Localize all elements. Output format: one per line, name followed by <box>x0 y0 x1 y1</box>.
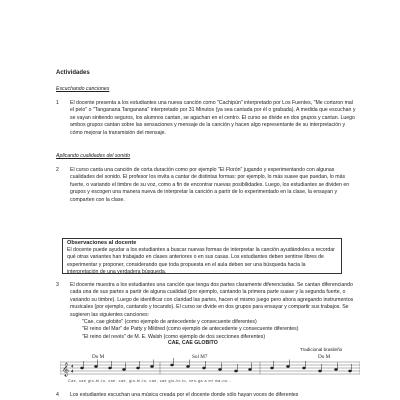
song-suggestion: "Cae, cae globito" (como ejemplo de antecedente y consecuente diferentes) <box>82 319 257 326</box>
item-number: 1 <box>56 100 59 106</box>
svg-text:𝄞: 𝄞 <box>62 362 70 376</box>
item-number: 2 <box>56 167 59 173</box>
score-credit: Tradicional brasileño <box>300 347 343 352</box>
item-text: El curso canta una canción de corta duración como por ejemplo "El Florón" jugando y experimentando con algunas cualidades del sonido. El profesor los invita a cantar de distintas formas: por ejemplo, lo más suave que puedan, lo más fuerte, o variando el timbre de su voz, como a fin de encontrar nuevas posibilidades. Luego, los estudiantes se dividen en grupos y escogen una manera nueva de interpretar la canción a partir de lo experimentado en la clase, la ensayan y comparten con la clase. <box>70 167 350 203</box>
box-text: El docente puede ayudar a los estudiantes a buscar nuevas formas de interpretar la canción ayudándoles a recordar qué otras variantes han trabajado en clases anteriores o en sus casas. Los estudiantes deben sentirse libres de experimentar y proponer, considerando que toda propuesta en el aula deben ser una búsqueda hacia la interpretación de una verdadera búsqueda. <box>67 247 335 275</box>
activity-item-4 <box>56 392 356 399</box>
song-suggestion: "El reino del revés" de M. E. Walsh (como ejemplo de dos secciones diferentes) <box>82 333 266 340</box>
svg-text:4: 4 <box>71 368 74 374</box>
song-suggestion: "El reino del Mar" de Patty y Mildred (como ejemplo de antecedente y consecuente diferentes) <box>82 326 299 333</box>
activity-item-1 <box>56 100 356 137</box>
chord-label: Do M <box>318 354 331 360</box>
subsection-heading: Aplicando cualidades del sonido <box>56 153 131 159</box>
activity-item-3 <box>56 282 356 341</box>
teacher-notes-box <box>62 238 342 274</box>
item-number: 4 <box>56 392 59 398</box>
chord-label: Do M <box>92 354 105 360</box>
score-lyrics: Cae, cae glo-bi-to, cae, cae, glo-bi-to, cae, cae glo-bi-to, ven-ga a mi ma-no... <box>68 379 232 383</box>
box-title: Observaciones al docente <box>67 240 137 246</box>
svg-text:4: 4 <box>71 363 74 369</box>
item-text: El docente muestra a los estudiantes una canción que tenga dos partes claramente diferenciadas. Se cantan diferenciando cada una de sus partes a partir de alguna cualidad (por ejemplo, cantando la primera parte suave y la segunda fuerte, o variando su timbre). Luego de identificar con claridad las partes, hacen el mismo juego pero ahora agregando instrumentos musicales (por ejemplo, cantando y tocando). El curso se divide en dos grupos para ensayar y compartir sus trabajos. Se sugieren las siguientes canciones: <box>70 282 354 318</box>
item-text: Los estudiantes escuchan una música creada por el docente donde sólo hayan voces de diferentes <box>70 392 299 398</box>
section-title: Actividades <box>56 70 90 76</box>
subsection-heading: Escuchando canciones <box>56 86 110 92</box>
activity-item-2 <box>56 167 356 204</box>
chord-label: Sol M7 <box>192 354 208 360</box>
score-title: CAE, CAE GLOBITO <box>168 340 218 346</box>
item-text: El docente presenta a los estudiantes una nueva canción como "Cachipún" interpretado por Los Fuentes, "Me cortaron mal el pelo" o "Tanganana Tanganana" interpretado por 31 Minutos (ya sea cantada por él o grabada). A medida que escuchan y se vayan sintiendo seguros, los alumnos cantan, se agachan en el centro. El curso se divide en dos grupos y cantan. Luego ambos grupos cantan sobre las sensaciones y mensaje de la canción y hacen algo representante de su interpretación y cómo mejorar la transmisión del mensaje. <box>70 100 356 136</box>
item-number: 3 <box>56 282 59 288</box>
